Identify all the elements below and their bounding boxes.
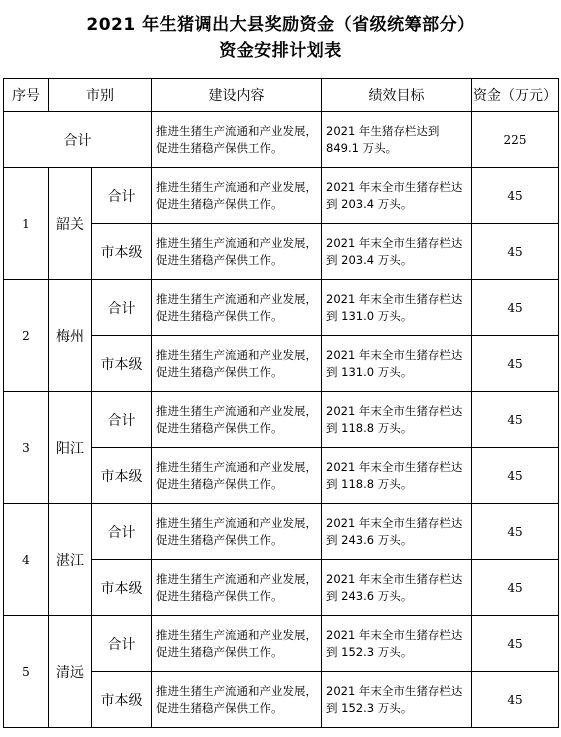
city-name: 阳江 (49, 392, 92, 504)
funds-amount: 45 (472, 168, 559, 224)
row-number: 5 (4, 616, 49, 728)
total-content: 推进生猪生产流通和产业发展，促进生猪稳产保供工作。 (152, 112, 322, 168)
funds-amount: 45 (472, 336, 559, 392)
table-row (4, 392, 559, 448)
level-label: 市本级 (92, 336, 152, 392)
funds-amount: 45 (472, 448, 559, 504)
header-content: 建设内容 (152, 79, 322, 112)
row-number: 3 (4, 392, 49, 504)
header-no: 序号 (4, 79, 49, 112)
performance-target: 2021 年末全市生猪存栏达到 203.4 万头。 (322, 224, 472, 280)
document-subtitle: 资金安排计划表 (219, 41, 342, 61)
funds-amount: 45 (472, 392, 559, 448)
funds-amount: 45 (472, 672, 559, 728)
funds-amount: 45 (472, 280, 559, 336)
total-row (4, 112, 559, 168)
level-label: 市本级 (92, 672, 152, 728)
table-row (4, 616, 559, 672)
header-city: 市别 (49, 79, 152, 112)
construction-content: 推进生猪生产流通和产业发展，促进生猪稳产保供工作。 (152, 672, 322, 728)
construction-content: 推进生猪生产流通和产业发展，促进生猪稳产保供工作。 (152, 224, 322, 280)
funds-amount: 45 (472, 224, 559, 280)
construction-content: 推进生猪生产流通和产业发展，促进生猪稳产保供工作。 (152, 616, 322, 672)
funds-amount: 45 (472, 616, 559, 672)
level-label: 市本级 (92, 448, 152, 504)
level-label: 合计 (92, 392, 152, 448)
construction-content: 推进生猪生产流通和产业发展，促进生猪稳产保供工作。 (152, 392, 322, 448)
construction-content: 推进生猪生产流通和产业发展，促进生猪稳产保供工作。 (152, 448, 322, 504)
level-label: 合计 (92, 168, 152, 224)
table-header-row (4, 79, 559, 112)
performance-target: 2021 年末全市生猪存栏达到 131.0 万头。 (322, 336, 472, 392)
performance-target: 2021 年末全市生猪存栏达到 131.0 万头。 (322, 280, 472, 336)
level-label: 合计 (92, 280, 152, 336)
construction-content: 推进生猪生产流通和产业发展，促进生猪稳产保供工作。 (152, 504, 322, 560)
performance-target: 2021 年末全市生猪存栏达到 243.6 万头。 (322, 560, 472, 616)
performance-target: 2021 年末全市生猪存栏达到 118.8 万头。 (322, 392, 472, 448)
construction-content: 推进生猪生产流通和产业发展，促进生猪稳产保供工作。 (152, 280, 322, 336)
city-name: 梅州 (49, 280, 92, 392)
construction-content: 推进生猪生产流通和产业发展，促进生猪稳产保供工作。 (152, 336, 322, 392)
row-number: 2 (4, 280, 49, 392)
total-label: 合计 (4, 112, 152, 168)
funding-table (3, 78, 559, 728)
performance-target: 2021 年末全市生猪存栏达到 152.3 万头。 (322, 672, 472, 728)
performance-target: 2021 年末全市生猪存栏达到 152.3 万头。 (322, 616, 472, 672)
construction-content: 推进生猪生产流通和产业发展，促进生猪稳产保供工作。 (152, 560, 322, 616)
city-name: 湛江 (49, 504, 92, 616)
header-target: 绩效目标 (322, 79, 472, 112)
row-number: 4 (4, 504, 49, 616)
document-title: 2021 年生猪调出大县奖励资金（省级统筹部分） (86, 15, 475, 35)
funds-amount: 45 (472, 560, 559, 616)
funds-amount: 45 (472, 504, 559, 560)
level-label: 市本级 (92, 224, 152, 280)
construction-content: 推进生猪生产流通和产业发展，促进生猪稳产保供工作。 (152, 168, 322, 224)
table-row (4, 504, 559, 560)
performance-target: 2021 年末全市生猪存栏达到 118.8 万头。 (322, 448, 472, 504)
table-row (4, 280, 559, 336)
city-name: 韶关 (49, 168, 92, 280)
total-target: 2021 年生猪存栏达到 849.1 万头。 (322, 112, 472, 168)
total-funds: 225 (472, 112, 559, 168)
city-name: 清远 (49, 616, 92, 728)
header-funds: 资金（万元） (472, 79, 559, 112)
level-label: 市本级 (92, 560, 152, 616)
table-row (4, 168, 559, 224)
performance-target: 2021 年末全市生猪存栏达到 203.4 万头。 (322, 168, 472, 224)
level-label: 合计 (92, 616, 152, 672)
row-number: 1 (4, 168, 49, 280)
performance-target: 2021 年末全市生猪存栏达到 243.6 万头。 (322, 504, 472, 560)
level-label: 合计 (92, 504, 152, 560)
